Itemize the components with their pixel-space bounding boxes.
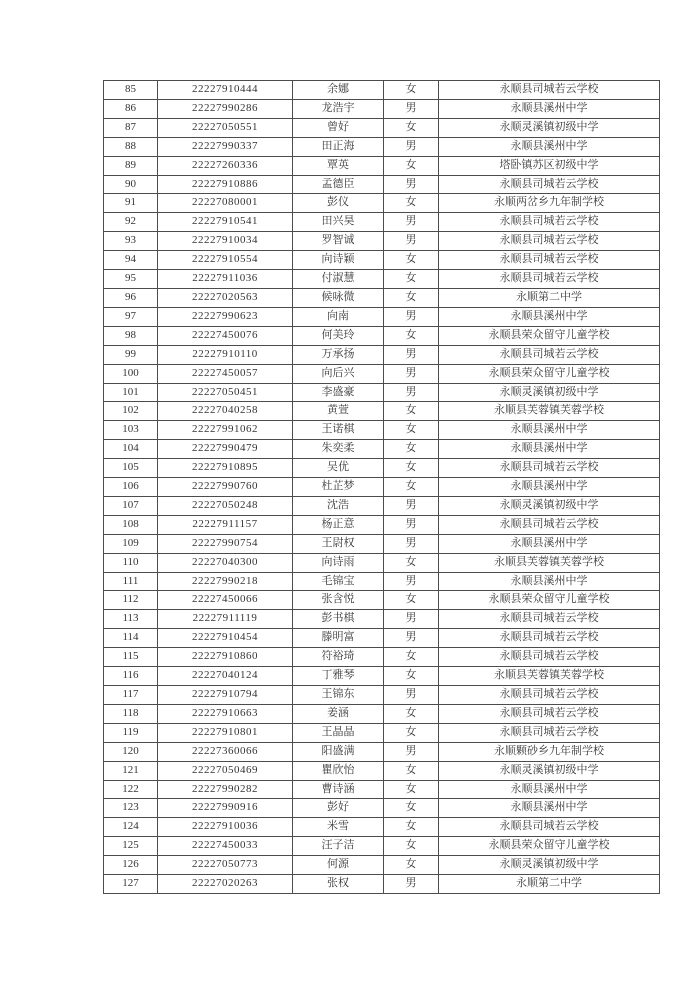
cell-sequence-number: 89 [104,156,158,175]
table-row [104,213,660,232]
cell-sequence-number: 111 [104,572,158,591]
cell-exam-id: 22227450076 [158,326,293,345]
cell-school: 永顺县司城若云学校 [439,345,660,364]
cell-school: 永顺县司城若云学校 [439,610,660,629]
cell-student-name: 米雪 [293,818,384,837]
cell-school: 永顺县司城若云学校 [439,704,660,723]
cell-exam-id: 22227910110 [158,345,293,364]
cell-gender: 男 [384,496,439,515]
cell-exam-id: 22227990754 [158,534,293,553]
cell-exam-id: 22227050248 [158,496,293,515]
cell-student-name: 候咏微 [293,288,384,307]
cell-student-name: 向后兴 [293,364,384,383]
cell-exam-id: 22227990916 [158,799,293,818]
cell-sequence-number: 108 [104,515,158,534]
cell-student-name: 王晶晶 [293,723,384,742]
cell-student-name: 杜芷梦 [293,478,384,497]
cell-gender: 女 [384,780,439,799]
table-row [104,81,660,100]
cell-student-name: 曹诗涵 [293,780,384,799]
cell-student-name: 向诗雨 [293,553,384,572]
cell-student-name: 张含悦 [293,591,384,610]
table-row [104,345,660,364]
cell-student-name: 张权 [293,875,384,894]
cell-exam-id: 22227040300 [158,553,293,572]
cell-gender: 女 [384,818,439,837]
cell-sequence-number: 90 [104,175,158,194]
table-row [104,156,660,175]
cell-gender: 男 [384,383,439,402]
table-row [104,515,660,534]
cell-school: 永顺颗砂乡九年制学校 [439,742,660,761]
cell-sequence-number: 124 [104,818,158,837]
cell-student-name: 向诗颖 [293,251,384,270]
cell-sequence-number: 85 [104,81,158,100]
table-row [104,591,660,610]
cell-gender: 男 [384,232,439,251]
cell-gender: 女 [384,761,439,780]
cell-sequence-number: 99 [104,345,158,364]
cell-sequence-number: 125 [104,837,158,856]
table-row [104,496,660,515]
cell-exam-id: 22227990623 [158,307,293,326]
cell-school: 永顺县芙蓉镇芙蓉学校 [439,553,660,572]
cell-gender: 女 [384,440,439,459]
cell-student-name: 滕明富 [293,629,384,648]
student-roster-table [103,80,660,894]
cell-student-name: 杨正意 [293,515,384,534]
cell-school: 永顺县司城若云学校 [439,686,660,705]
cell-exam-id: 22227450066 [158,591,293,610]
cell-sequence-number: 110 [104,553,158,572]
cell-sequence-number: 97 [104,307,158,326]
cell-sequence-number: 88 [104,137,158,156]
cell-school: 永顺县溪州中学 [439,478,660,497]
cell-gender: 女 [384,288,439,307]
cell-sequence-number: 118 [104,704,158,723]
cell-school: 永顺县荣众留守儿童学校 [439,364,660,383]
cell-gender: 女 [384,837,439,856]
cell-exam-id: 22227910794 [158,686,293,705]
cell-exam-id: 22227450033 [158,837,293,856]
cell-sequence-number: 112 [104,591,158,610]
cell-school: 永顺县溪州中学 [439,137,660,156]
table-row [104,383,660,402]
cell-exam-id: 22227910860 [158,648,293,667]
table-row [104,761,660,780]
table-row [104,648,660,667]
cell-gender: 男 [384,686,439,705]
table-row [104,742,660,761]
cell-exam-id: 22227990282 [158,780,293,799]
cell-student-name: 阳盛满 [293,742,384,761]
cell-student-name: 沈浩 [293,496,384,515]
table-row [104,686,660,705]
cell-gender: 男 [384,742,439,761]
cell-school: 永顺县司城若云学校 [439,723,660,742]
cell-sequence-number: 95 [104,270,158,289]
cell-school: 永顺灵溪镇初级中学 [439,383,660,402]
table-row [104,629,660,648]
cell-student-name: 罗智诚 [293,232,384,251]
table-row [104,440,660,459]
table-row [104,459,660,478]
cell-gender: 男 [384,629,439,648]
cell-exam-id: 22227040258 [158,402,293,421]
table-row [104,553,660,572]
cell-student-name: 毛锦宝 [293,572,384,591]
table-row [104,402,660,421]
cell-school: 塔卧镇苏区初级中学 [439,156,660,175]
cell-exam-id: 22227910886 [158,175,293,194]
cell-gender: 女 [384,156,439,175]
cell-sequence-number: 116 [104,667,158,686]
cell-student-name: 龙浩宇 [293,99,384,118]
cell-gender: 男 [384,137,439,156]
cell-school: 永顺县荣众留守儿童学校 [439,837,660,856]
cell-exam-id: 22227050773 [158,856,293,875]
cell-school: 永顺灵溪镇初级中学 [439,856,660,875]
cell-sequence-number: 87 [104,118,158,137]
cell-gender: 男 [384,572,439,591]
table-row [104,610,660,629]
table-row [104,251,660,270]
cell-student-name: 覃英 [293,156,384,175]
cell-sequence-number: 98 [104,326,158,345]
cell-school: 永顺县司城若云学校 [439,459,660,478]
cell-student-name: 王锦东 [293,686,384,705]
cell-student-name: 瞿欣怡 [293,761,384,780]
cell-exam-id: 22227080001 [158,194,293,213]
cell-sequence-number: 100 [104,364,158,383]
cell-gender: 女 [384,648,439,667]
cell-student-name: 丁雅琴 [293,667,384,686]
cell-exam-id: 22227990337 [158,137,293,156]
cell-student-name: 彭书棋 [293,610,384,629]
cell-exam-id: 22227910034 [158,232,293,251]
table-row [104,667,660,686]
cell-gender: 女 [384,704,439,723]
cell-student-name: 曾好 [293,118,384,137]
cell-student-name: 王尉权 [293,534,384,553]
cell-student-name: 何美玲 [293,326,384,345]
cell-gender: 女 [384,591,439,610]
cell-sequence-number: 117 [104,686,158,705]
cell-school: 永顺县司城若云学校 [439,515,660,534]
cell-gender: 女 [384,856,439,875]
table-row [104,326,660,345]
cell-school: 永顺县司城若云学校 [439,232,660,251]
cell-gender: 男 [384,364,439,383]
cell-sequence-number: 104 [104,440,158,459]
cell-sequence-number: 103 [104,421,158,440]
cell-student-name: 吴优 [293,459,384,478]
cell-exam-id: 22227990218 [158,572,293,591]
cell-gender: 女 [384,251,439,270]
cell-student-name: 王诺棋 [293,421,384,440]
cell-gender: 男 [384,175,439,194]
cell-sequence-number: 119 [104,723,158,742]
cell-school: 永顺第二中学 [439,288,660,307]
cell-student-name: 姜涵 [293,704,384,723]
cell-school: 永顺县溪州中学 [439,421,660,440]
cell-school: 永顺县司城若云学校 [439,270,660,289]
cell-student-name: 符裕琦 [293,648,384,667]
cell-gender: 男 [384,307,439,326]
cell-exam-id: 22227040124 [158,667,293,686]
cell-sequence-number: 105 [104,459,158,478]
table-row [104,856,660,875]
cell-school: 永顺县司城若云学校 [439,818,660,837]
cell-exam-id: 22227050469 [158,761,293,780]
cell-gender: 女 [384,459,439,478]
cell-exam-id: 22227911119 [158,610,293,629]
cell-sequence-number: 91 [104,194,158,213]
cell-school: 永顺县溪州中学 [439,534,660,553]
cell-exam-id: 22227910801 [158,723,293,742]
cell-sequence-number: 122 [104,780,158,799]
cell-gender: 女 [384,723,439,742]
cell-school: 永顺县芙蓉镇芙蓉学校 [439,667,660,686]
cell-student-name: 何源 [293,856,384,875]
cell-exam-id: 22227911036 [158,270,293,289]
cell-student-name: 黄萱 [293,402,384,421]
cell-exam-id: 22227910541 [158,213,293,232]
cell-exam-id: 22227990479 [158,440,293,459]
cell-sequence-number: 92 [104,213,158,232]
cell-sequence-number: 115 [104,648,158,667]
cell-sequence-number: 113 [104,610,158,629]
cell-gender: 女 [384,553,439,572]
cell-gender: 女 [384,270,439,289]
cell-sequence-number: 93 [104,232,158,251]
cell-exam-id: 22227450057 [158,364,293,383]
cell-school: 永顺灵溪镇初级中学 [439,496,660,515]
table-row [104,232,660,251]
cell-exam-id: 22227020263 [158,875,293,894]
cell-exam-id: 22227910444 [158,81,293,100]
cell-sequence-number: 123 [104,799,158,818]
cell-school: 永顺县司城若云学校 [439,213,660,232]
table-row [104,723,660,742]
cell-exam-id: 22227910554 [158,251,293,270]
table-row [104,270,660,289]
table-row [104,118,660,137]
cell-student-name: 朱奕柔 [293,440,384,459]
cell-gender: 男 [384,875,439,894]
cell-student-name: 余娜 [293,81,384,100]
table-row [104,534,660,553]
cell-sequence-number: 126 [104,856,158,875]
cell-student-name: 万承扬 [293,345,384,364]
cell-school: 永顺县溪州中学 [439,780,660,799]
cell-school: 永顺县荣众留守儿童学校 [439,326,660,345]
cell-student-name: 汪子洁 [293,837,384,856]
cell-exam-id: 22227050451 [158,383,293,402]
cell-sequence-number: 127 [104,875,158,894]
cell-exam-id: 22227991062 [158,421,293,440]
cell-sequence-number: 96 [104,288,158,307]
cell-school: 永顺县司城若云学校 [439,251,660,270]
table-row [104,364,660,383]
cell-gender: 女 [384,667,439,686]
table-row [104,818,660,837]
table-row [104,478,660,497]
cell-school: 永顺灵溪镇初级中学 [439,118,660,137]
table-row [104,780,660,799]
table-row [104,704,660,723]
cell-school: 永顺县司城若云学校 [439,629,660,648]
cell-exam-id: 22227910454 [158,629,293,648]
cell-student-name: 李盛豪 [293,383,384,402]
table-row [104,799,660,818]
cell-school: 永顺县溪州中学 [439,440,660,459]
cell-sequence-number: 109 [104,534,158,553]
table-row [104,288,660,307]
cell-school: 永顺县司城若云学校 [439,81,660,100]
cell-school: 永顺县溪州中学 [439,572,660,591]
cell-student-name: 向南 [293,307,384,326]
cell-gender: 女 [384,478,439,497]
cell-gender: 男 [384,515,439,534]
table-row [104,837,660,856]
cell-school: 永顺第二中学 [439,875,660,894]
cell-gender: 女 [384,81,439,100]
cell-exam-id: 22227911157 [158,515,293,534]
table-row [104,175,660,194]
cell-gender: 男 [384,99,439,118]
cell-student-name: 田兴昊 [293,213,384,232]
cell-sequence-number: 86 [104,99,158,118]
roster-table-body [104,81,660,894]
cell-school: 永顺灵溪镇初级中学 [439,761,660,780]
cell-exam-id: 22227050551 [158,118,293,137]
cell-student-name: 付淑慧 [293,270,384,289]
cell-sequence-number: 106 [104,478,158,497]
cell-sequence-number: 107 [104,496,158,515]
cell-student-name: 彭好 [293,799,384,818]
cell-school: 永顺县司城若云学校 [439,175,660,194]
cell-sequence-number: 121 [104,761,158,780]
table-row [104,875,660,894]
cell-exam-id: 22227360066 [158,742,293,761]
cell-exam-id: 22227020563 [158,288,293,307]
table-row [104,421,660,440]
table-row [104,307,660,326]
cell-exam-id: 22227990286 [158,99,293,118]
cell-gender: 男 [384,213,439,232]
cell-gender: 女 [384,799,439,818]
cell-gender: 女 [384,402,439,421]
cell-gender: 男 [384,534,439,553]
cell-school: 永顺县溪州中学 [439,307,660,326]
table-row [104,137,660,156]
cell-student-name: 田正海 [293,137,384,156]
cell-sequence-number: 120 [104,742,158,761]
cell-student-name: 彭仪 [293,194,384,213]
cell-gender: 男 [384,610,439,629]
cell-exam-id: 22227910663 [158,704,293,723]
cell-sequence-number: 114 [104,629,158,648]
cell-exam-id: 22227910895 [158,459,293,478]
cell-exam-id: 22227260336 [158,156,293,175]
cell-gender: 女 [384,194,439,213]
table-row [104,99,660,118]
cell-school: 永顺县芙蓉镇芙蓉学校 [439,402,660,421]
cell-sequence-number: 101 [104,383,158,402]
table-row [104,572,660,591]
cell-school: 永顺县溪州中学 [439,99,660,118]
cell-gender: 女 [384,421,439,440]
cell-exam-id: 22227990760 [158,478,293,497]
cell-student-name: 孟德臣 [293,175,384,194]
cell-school: 永顺县荣众留守儿童学校 [439,591,660,610]
cell-sequence-number: 102 [104,402,158,421]
cell-gender: 女 [384,118,439,137]
cell-school: 永顺县溪州中学 [439,799,660,818]
cell-school: 永顺两岔乡九年制学校 [439,194,660,213]
table-row [104,194,660,213]
cell-school: 永顺县司城若云学校 [439,648,660,667]
cell-exam-id: 22227910036 [158,818,293,837]
cell-gender: 男 [384,345,439,364]
cell-gender: 女 [384,326,439,345]
cell-sequence-number: 94 [104,251,158,270]
